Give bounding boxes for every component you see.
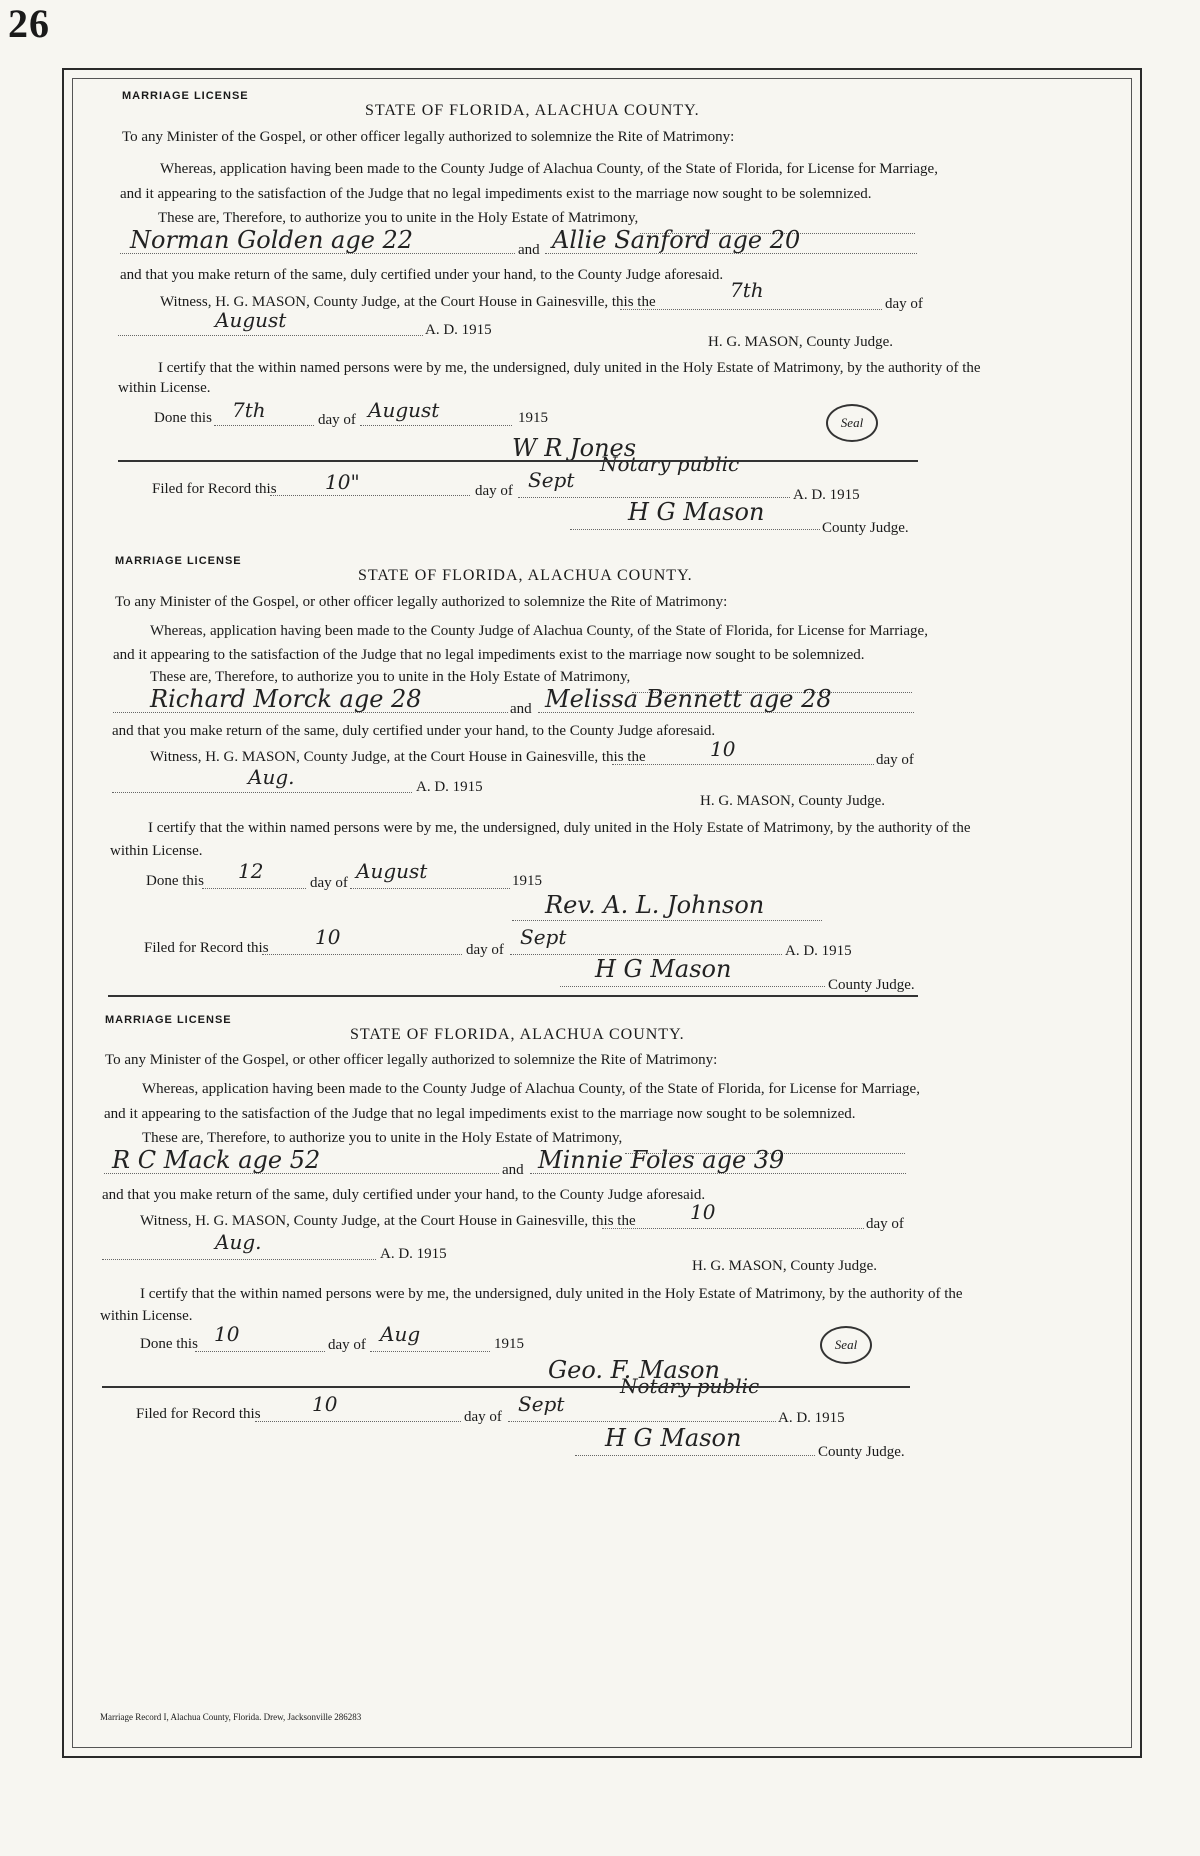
- ad-year: A. D. 1915: [416, 779, 483, 795]
- day-of-label: day of: [866, 1216, 904, 1232]
- witness-month: Aug.: [215, 1230, 262, 1254]
- witness-line: Witness, H. G. MASON, County Judge, at the Court House in Gainesville, this the: [140, 1213, 636, 1229]
- marriage-license-1: [0, 90, 1200, 630]
- section-rule: [108, 995, 918, 997]
- witness-day-field: [612, 737, 874, 765]
- filed-day-of-label: day of: [475, 483, 513, 499]
- done-this-label: Done this: [154, 410, 212, 426]
- officiant-signature: Geo. F. Mason: [548, 1356, 720, 1384]
- done-year: 1915: [518, 410, 548, 426]
- day-of-label: day of: [876, 752, 914, 768]
- judge-sign-field: [575, 1432, 815, 1456]
- filed-ad: A. D. 1915: [793, 487, 860, 503]
- and-label: and: [510, 701, 532, 717]
- section-rule: [102, 1386, 910, 1388]
- witness-day-field: [602, 1205, 864, 1229]
- address-line: To any Minister of the Gospel, or other officer legally authorized to solemnize the Rite of Matrimony:: [105, 1052, 718, 1068]
- witness-day: 10: [710, 737, 736, 761]
- done-year: 1915: [512, 873, 542, 889]
- page-number: 26: [8, 1, 50, 46]
- day-of-label: day of: [885, 296, 923, 312]
- done-month: August: [356, 859, 428, 883]
- filed-label: Filed for Record this: [136, 1406, 261, 1422]
- license-heading: MARRIAGE LICENSE: [105, 1014, 232, 1026]
- done-this-label: Done this: [146, 873, 204, 889]
- filed-day-field: [270, 472, 470, 496]
- section-rule: [118, 460, 918, 462]
- done-day-of-label: day of: [328, 1337, 366, 1353]
- and-label: and: [502, 1162, 524, 1178]
- done-day-of-label: day of: [318, 412, 356, 428]
- seal: Seal: [820, 1326, 872, 1364]
- filed-day-of-label: day of: [466, 942, 504, 958]
- groom-name: Richard Morck age 28: [150, 685, 422, 713]
- done-month: Aug: [380, 1322, 421, 1346]
- appearing-line: and it appearing to the satisfaction of the Judge that no legal impediments exist to the marriage now sought to be solemnized.: [120, 186, 872, 202]
- filed-label: Filed for Record this: [144, 940, 269, 956]
- ad-year: A. D. 1915: [380, 1246, 447, 1262]
- address-line: To any Minister of the Gospel, or other officer legally authorized to solemnize the Rite of Matrimony:: [122, 129, 735, 145]
- witness-month: Aug.: [248, 765, 295, 789]
- officiant-field: [512, 897, 822, 921]
- filed-day: 10": [325, 470, 360, 494]
- officiant-title: Notary public: [600, 452, 740, 476]
- judge-signature: H G Mason: [628, 498, 765, 526]
- these-are-line: These are, Therefore, to authorize you to unite in the Holy Estate of Matrimony,: [142, 1130, 623, 1146]
- ad-year: A. D. 1915: [425, 322, 492, 338]
- these-are-line: These are, Therefore, to authorize you to unite in the Holy Estate of Matrimony,: [150, 669, 631, 685]
- these-are-line: These are, Therefore, to authorize you to unite in the Holy Estate of Matrimony,: [158, 210, 639, 226]
- groom-name: Norman Golden age 22: [130, 226, 414, 254]
- state-title: STATE OF FLORIDA, ALACHUA COUNTY.: [350, 1026, 685, 1043]
- seal: Seal: [826, 404, 878, 442]
- certify-line: I certify that the within named persons were by me, the undersigned, duly united in the Holy Estate of Matrimony, by the authority of the: [158, 360, 981, 376]
- done-day: 7th: [232, 398, 266, 422]
- witness-day: 7th: [730, 278, 764, 302]
- filed-ad: A. D. 1915: [778, 1410, 845, 1426]
- filed-day: 10: [315, 925, 341, 949]
- whereas-line: Whereas, application having been made to the County Judge of Alachua County, of the State of Florida, for License for Marriage,: [150, 623, 928, 639]
- appearing-line: and it appearing to the satisfaction of the Judge that no legal impediments exist to the marriage now sought to be solemnized.: [113, 647, 865, 663]
- record-footer: Marriage Record I, Alachua County, Florida. Drew, Jacksonville 286283: [100, 1712, 362, 1722]
- filed-month: Sept: [520, 925, 567, 949]
- county-judge-label: County Judge.: [828, 977, 915, 993]
- whereas-line: Whereas, application having been made to the County Judge of Alachua County, of the State of Florida, for License for Marriage,: [142, 1081, 920, 1097]
- done-day-of-label: day of: [310, 875, 348, 891]
- filed-month: Sept: [518, 1392, 565, 1416]
- witness-month: August: [215, 308, 287, 332]
- license-heading: MARRIAGE LICENSE: [122, 90, 249, 102]
- groom-name: R C Mack age 52: [112, 1146, 321, 1174]
- bride-name: Melissa Bennett age 28: [545, 685, 832, 713]
- done-day: 12: [238, 859, 264, 883]
- judge-print-name: H. G. MASON, County Judge.: [708, 334, 894, 350]
- return-line: and that you make return of the same, duly certified under your hand, to the County Judge aforesaid.: [112, 723, 716, 739]
- and-label: and: [518, 242, 540, 258]
- witness-day: 10: [690, 1200, 716, 1224]
- within-license: within License.: [100, 1308, 193, 1324]
- marriage-license-3: [0, 1014, 1200, 1554]
- certify-line: I certify that the within named persons were by me, the undersigned, duly united in the Holy Estate of Matrimony, by the authority of the: [148, 820, 971, 836]
- judge-signature: H G Mason: [605, 1424, 742, 1452]
- filed-day-of-label: day of: [464, 1409, 502, 1425]
- done-day: 10: [214, 1322, 240, 1346]
- return-line: and that you make return of the same, duly certified under your hand, to the County Judge aforesaid.: [102, 1187, 706, 1203]
- judge-sign-field: [560, 963, 825, 987]
- whereas-line: Whereas, application having been made to the County Judge of Alachua County, of the State of Florida, for License for Marriage,: [160, 161, 938, 177]
- filed-ad: A. D. 1915: [785, 943, 852, 959]
- county-judge-label: County Judge.: [818, 1444, 905, 1460]
- witness-line: Witness, H. G. MASON, County Judge, at the Court House in Gainesville, this the: [160, 294, 656, 310]
- judge-sign-field: [570, 506, 820, 530]
- judge-print-name: H. G. MASON, County Judge.: [700, 793, 886, 809]
- bride-name: Allie Sanford age 20: [552, 226, 801, 254]
- filed-label: Filed for Record this: [152, 481, 277, 497]
- county-judge-label: County Judge.: [822, 520, 909, 536]
- license-heading: MARRIAGE LICENSE: [115, 555, 242, 567]
- done-year: 1915: [494, 1336, 524, 1352]
- filed-day-field: [262, 931, 462, 955]
- judge-signature: H G Mason: [595, 955, 732, 983]
- within-license: within License.: [118, 380, 211, 396]
- done-this-label: Done this: [140, 1336, 198, 1352]
- state-title: STATE OF FLORIDA, ALACHUA COUNTY.: [358, 567, 693, 584]
- witness-line: Witness, H. G. MASON, County Judge, at the Court House in Gainesville, this the: [150, 749, 646, 765]
- officiant-signature: Rev. A. L. Johnson: [545, 891, 765, 919]
- filed-month: Sept: [528, 468, 575, 492]
- return-line: and that you make return of the same, duly certified under your hand, to the County Judge aforesaid.: [120, 267, 724, 283]
- appearing-line: and it appearing to the satisfaction of the Judge that no legal impediments exist to the marriage now sought to be solemnized.: [104, 1106, 856, 1122]
- officiant-title: Notary public: [620, 1374, 760, 1398]
- filed-day: 10: [312, 1392, 338, 1416]
- done-month: August: [368, 398, 440, 422]
- bride-name: Minnie Foles age 39: [538, 1146, 785, 1174]
- officiant-signature: W R Jones: [512, 434, 637, 462]
- filed-day-field: [255, 1398, 461, 1422]
- state-title: STATE OF FLORIDA, ALACHUA COUNTY.: [365, 102, 700, 119]
- certify-line: I certify that the within named persons were by me, the undersigned, duly united in the Holy Estate of Matrimony, by the authority of the: [140, 1286, 963, 1302]
- judge-print-name: H. G. MASON, County Judge.: [692, 1258, 878, 1274]
- within-license: within License.: [110, 843, 203, 859]
- address-line: To any Minister of the Gospel, or other officer legally authorized to solemnize the Rite of Matrimony:: [115, 594, 728, 610]
